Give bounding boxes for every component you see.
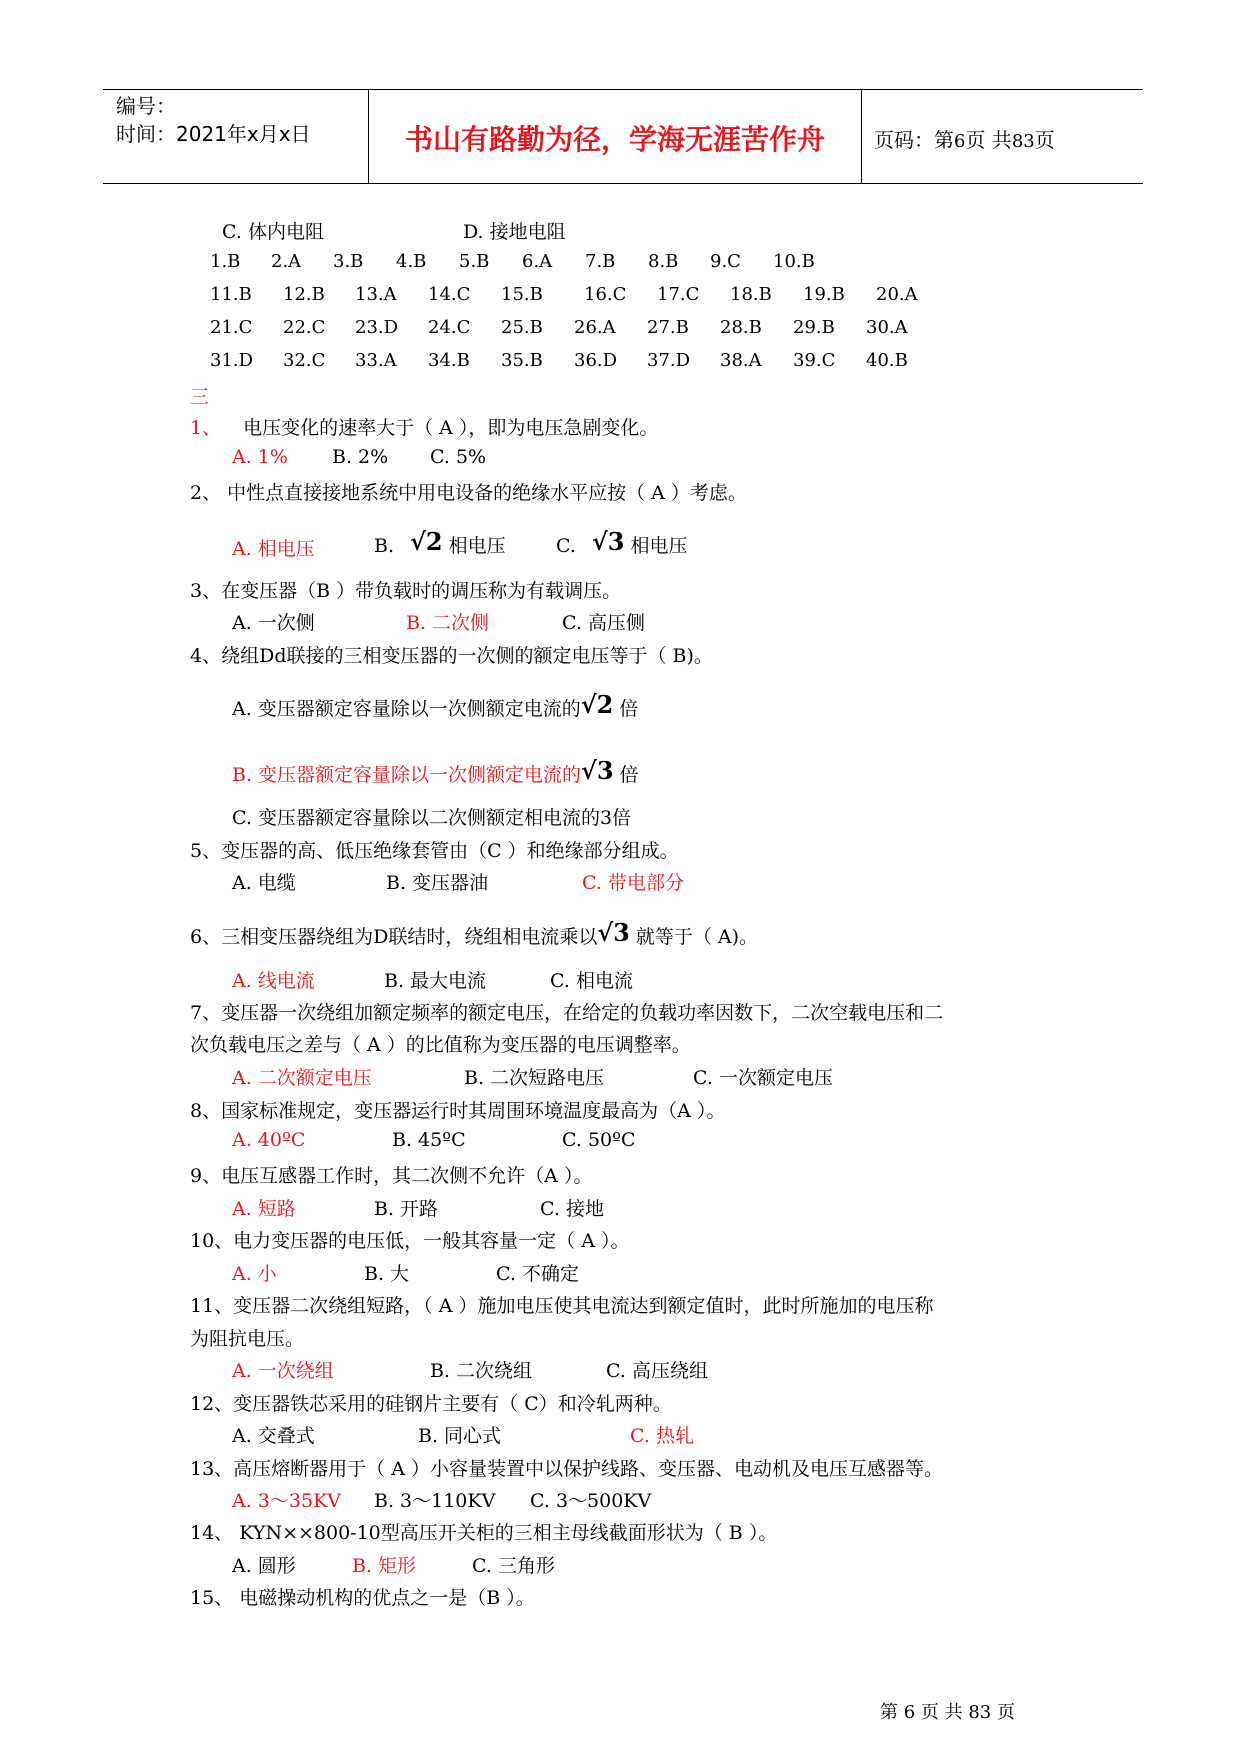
q1-option-a: A. 1%	[232, 446, 288, 468]
q2-option-c	[556, 527, 688, 558]
prev-option-d: D. 接地电阻	[463, 221, 566, 243]
answer-item: 25.B	[501, 317, 543, 338]
question-13: 13、高压熔断器用于（ A ）小容量装置中以保护线路、变压器、电动机及电压互感器等。	[190, 1458, 943, 1480]
q3-option-a: A. 一次侧	[232, 612, 315, 634]
q3-option-c: C. 高压侧	[562, 612, 645, 634]
q4-option-b-tail: 倍	[619, 764, 639, 786]
answer-item: 10.B	[773, 251, 815, 272]
q13-option-a: A. 3～35KV	[232, 1490, 341, 1512]
header-time-label: 时间：2021年x月x日	[116, 122, 311, 146]
q11-option-c: C. 高压绕组	[606, 1360, 708, 1382]
answer-item: 16.C	[584, 284, 627, 305]
q4-option-a-text: A. 变压器额定容量除以一次侧额定电流的	[232, 698, 581, 720]
answer-item: 1.B	[210, 251, 241, 272]
question-7-line2: 次负载电压之差与（ A ）的比值称为变压器的电压调整率。	[190, 1034, 691, 1056]
answer-item: 23.D	[355, 317, 399, 338]
question-12: 12、变压器铁芯采用的硅钢片主要有（ C）和冷轧两种。	[190, 1393, 672, 1415]
answer-item: 28.B	[720, 317, 762, 338]
question-8: 8、国家标准规定，变压器运行时其周围环境温度最高为（A ）。	[190, 1100, 726, 1122]
answer-item: 19.B	[803, 284, 845, 305]
answer-item: 29.B	[793, 317, 835, 338]
question-6	[190, 918, 758, 949]
q4-option-a-tail: 倍	[619, 698, 639, 720]
q10-option-c: C. 不确定	[496, 1263, 579, 1285]
q8-option-c: C. 50ºC	[562, 1129, 636, 1151]
header-motto: 书山有路勤为径，学海无涯苦作舟	[404, 123, 825, 156]
q7-option-a: A. 二次额定电压	[232, 1067, 372, 1089]
answer-item: 5.B	[459, 251, 490, 272]
header-page-total: 83	[1011, 131, 1035, 152]
q5-option-a: A. 电缆	[232, 872, 296, 894]
question-14: 14、 KYN××800-10型高压开关柜的三相主母线截面形状为（ B ）。	[190, 1522, 778, 1544]
q10-option-a: A. 小	[232, 1263, 277, 1285]
answer-item: 24.C	[428, 317, 471, 338]
answer-item: 15.B	[501, 284, 543, 305]
q8-option-b: B. 45ºC	[392, 1129, 466, 1151]
question-1	[190, 413, 658, 440]
answer-item: 36.D	[574, 350, 618, 371]
answer-item: 37.D	[647, 350, 691, 371]
answer-item: 12.B	[283, 284, 325, 305]
q12-option-b: B. 同心式	[418, 1425, 502, 1447]
answer-item: 21.C	[210, 317, 253, 338]
question-9: 9、电压互感器工作时，其二次侧不允许（A ）。	[190, 1165, 593, 1187]
header-top-rule	[103, 89, 1143, 90]
answer-item: 11.B	[210, 284, 252, 305]
answer-item: 13.A	[355, 284, 397, 305]
header-page-number: 6	[954, 131, 966, 152]
q3-option-b: B. 二次侧	[406, 612, 490, 634]
q1-option-b: B. 2%	[332, 446, 389, 468]
question-6-tail: 就等于（ A)。	[635, 926, 758, 948]
sqrt2-symbol: √2	[580, 690, 614, 719]
answer-item: 33.A	[355, 350, 397, 371]
question-2: 2、 中性点直接接地系统中用电设备的绝缘水平应按（ A ）考虑。	[190, 482, 747, 504]
answer-item: 4.B	[396, 251, 427, 272]
q4-option-c: C. 变压器额定容量除以二次侧额定相电流的3倍	[232, 807, 632, 829]
answer-item: 7.B	[585, 251, 616, 272]
sqrt3-symbol: √3	[581, 756, 614, 785]
header-page-mid: 页 共	[965, 128, 1012, 152]
answer-item: 9.C	[710, 251, 741, 272]
question-4: 4、绕组Dd联接的三相变压器的一次侧的额定电压等于（ B)。	[190, 645, 713, 667]
q5-option-b: B. 变压器油	[386, 872, 489, 894]
question-11-line1: 11、变压器二次绕组短路，（ A ）施加电压使其电流达到额定值时，此时所施加的电压称	[190, 1295, 934, 1317]
q13-option-b: B. 3～110KV	[374, 1490, 496, 1512]
answer-item: 40.B	[866, 350, 908, 371]
header-page-info	[874, 124, 1055, 153]
answer-item: 39.C	[793, 350, 836, 371]
answer-item: 8.B	[648, 251, 679, 272]
answer-item: 14.C	[428, 284, 471, 305]
question-1-number: 1、	[190, 417, 222, 439]
q11-option-a: A. 一次绕组	[232, 1360, 334, 1382]
header-divider-left	[368, 89, 369, 184]
q4-option-b-text: B. 变压器额定容量除以一次侧额定电流的	[232, 764, 582, 786]
q2-option-c-label: C.	[556, 535, 576, 557]
answer-item: 34.B	[428, 350, 470, 371]
answer-item: 26.A	[574, 317, 616, 338]
question-15: 15、 电磁操动机构的优点之一是（B ）。	[190, 1587, 535, 1609]
q9-option-a: A. 短路	[232, 1198, 296, 1220]
header-page-prefix: 页码：第	[874, 128, 954, 152]
answer-item: 18.B	[730, 284, 772, 305]
question-7-line1: 7、变压器一次绕组加额定频率的额定电压，在给定的负载功率因数下，二次空载电压和二	[190, 1002, 944, 1024]
answer-item: 3.B	[333, 251, 364, 272]
q7-option-b: B. 二次短路电压	[464, 1067, 605, 1089]
q2-option-b-label: B.	[374, 535, 395, 557]
section-title: 三	[190, 386, 210, 408]
q1-option-c: C. 5%	[430, 446, 487, 468]
q9-option-c: C. 接地	[540, 1198, 604, 1220]
sqrt2-symbol: √2	[410, 527, 443, 556]
q12-option-c: C. 热轧	[630, 1425, 694, 1447]
header-info	[116, 92, 311, 148]
q10-option-b: B. 大	[364, 1263, 410, 1285]
answer-item: 2.A	[271, 251, 302, 272]
q2-option-c-tail: 相电压	[630, 535, 688, 557]
q4-option-a	[232, 690, 638, 721]
question-1-text: 电压变化的速率大于（ A ），即为电压急剧变化。	[243, 417, 659, 439]
header-page-suffix: 页	[1034, 128, 1055, 152]
q2-option-b-tail: 相电压	[448, 535, 506, 557]
answer-item: 30.A	[866, 317, 908, 338]
prev-option-c: C. 体内电阻	[222, 221, 324, 243]
q6-option-c: C. 相电流	[550, 970, 633, 992]
q7-option-c: C. 一次额定电压	[693, 1067, 833, 1089]
question-11-line2: 为阻抗电压。	[190, 1328, 305, 1350]
sqrt3-symbol: √3	[597, 918, 630, 947]
q6-option-b: B. 最大电流	[384, 970, 487, 992]
q12-option-a: A. 交叠式	[232, 1425, 315, 1447]
answer-item: 17.C	[657, 284, 700, 305]
header-number-label: 编号：	[116, 94, 176, 118]
q11-option-b: B. 二次绕组	[430, 1360, 533, 1382]
q8-option-a: A. 40ºC	[232, 1129, 306, 1151]
q2-option-a: A. 相电压	[232, 538, 315, 560]
answer-item: 35.B	[501, 350, 543, 371]
answer-item: 31.D	[210, 350, 254, 371]
question-5: 5、变压器的高、低压绝缘套管由（C ）和绝缘部分组成。	[190, 840, 679, 862]
answer-item: 6.A	[522, 251, 553, 272]
q9-option-b: B. 开路	[374, 1198, 439, 1220]
answer-item: 32.C	[283, 350, 326, 371]
q6-option-a: A. 线电流	[232, 970, 315, 992]
answer-item: 20.A	[876, 284, 918, 305]
q14-option-c: C. 三角形	[472, 1555, 555, 1577]
question-6-text: 6、三相变压器绕组为D联结时，绕组相电流乘以	[190, 926, 598, 948]
answer-item: 27.B	[647, 317, 689, 338]
header-bottom-rule	[103, 183, 1143, 184]
q4-option-b	[232, 756, 639, 787]
q2-option-b	[374, 527, 506, 558]
sqrt3-symbol: √3	[591, 527, 625, 556]
q5-option-c: C. 带电部分	[582, 872, 684, 894]
q13-option-c: C. 3～500KV	[530, 1490, 652, 1512]
header-divider-right	[861, 89, 862, 184]
question-10: 10、电力变压器的电压低，一般其容量一定（ A ）。	[190, 1230, 630, 1252]
page-footer: 第 6 页 共 83 页	[880, 1702, 1015, 1723]
q14-option-a: A. 圆形	[232, 1555, 296, 1577]
question-3: 3、在变压器（B ）带负载时的调压称为有载调压。	[190, 580, 622, 602]
q14-option-b: B. 矩形	[352, 1555, 417, 1577]
answer-item: 38.A	[720, 350, 762, 371]
answer-item: 22.C	[283, 317, 326, 338]
